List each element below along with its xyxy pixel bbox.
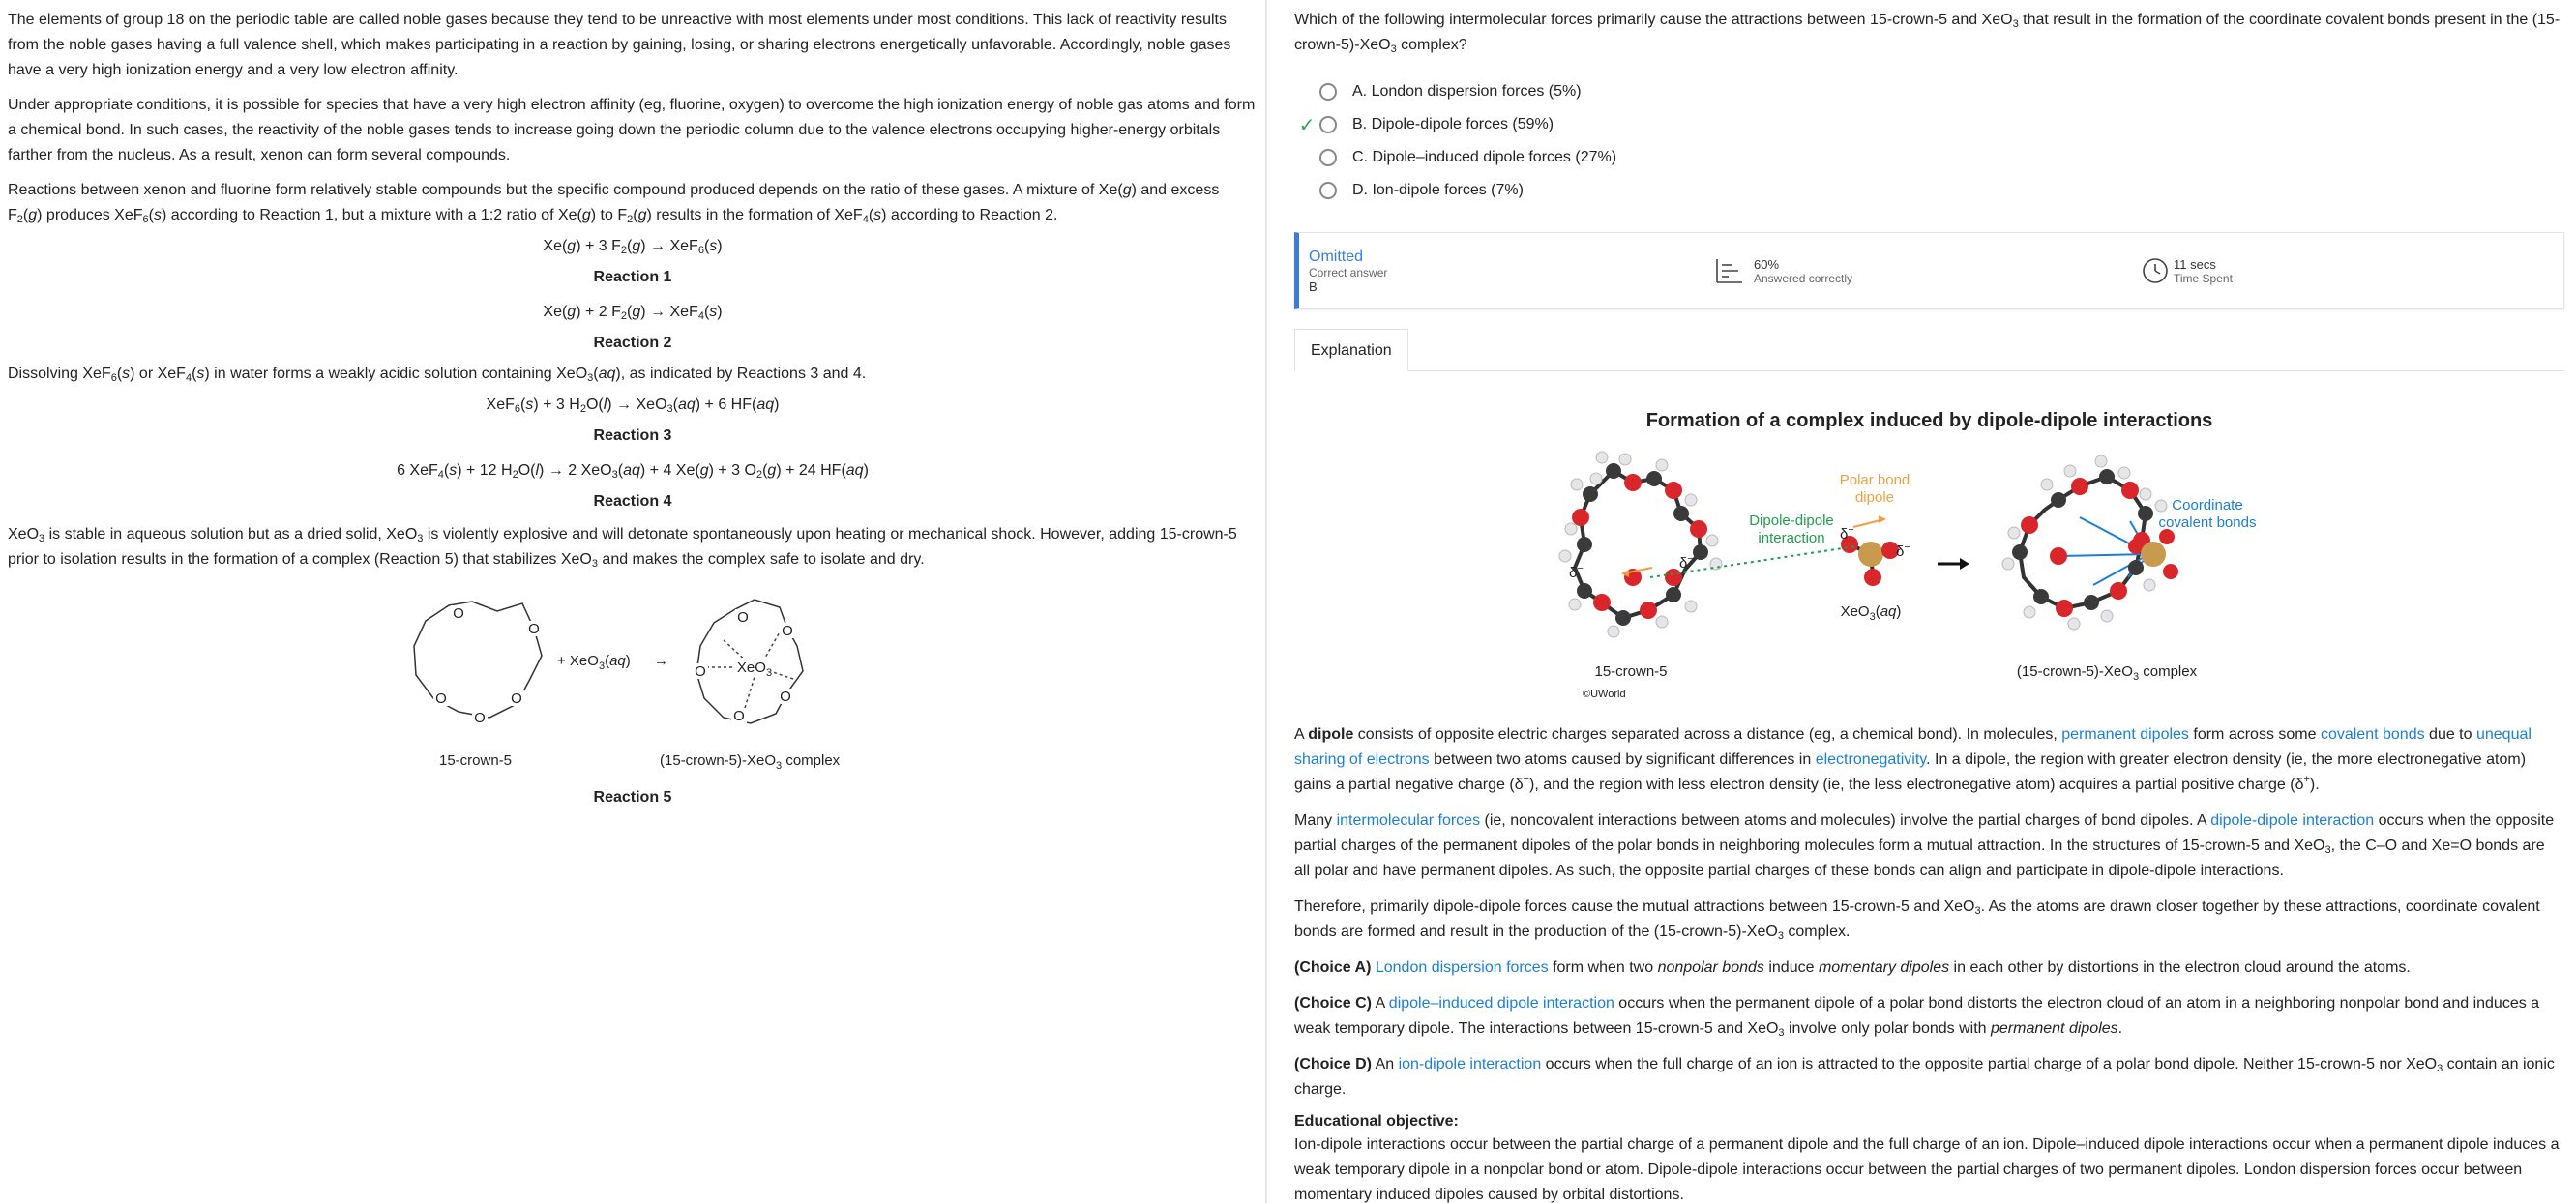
radio-button[interactable] bbox=[1319, 116, 1337, 133]
link-covalent-bonds[interactable]: covalent bonds bbox=[2320, 726, 2425, 743]
reaction-4-equation: 6 XeF$_4$(s) + 12 $H_2O(l) \to 2$ XeO$_3$(aq) + 4 Xe(g) + 3 $O_2(g) + 24$ HF(aq) bbox=[397, 462, 869, 481]
svg-text:O: O bbox=[780, 689, 791, 705]
percent-stat bbox=[1715, 257, 2141, 285]
omitted-stat bbox=[1299, 249, 1715, 294]
reaction-5-figure bbox=[8, 582, 1265, 776]
xeo3-molecule bbox=[1841, 536, 1899, 586]
xeo3-label: XeO$_3$(aq) bbox=[1840, 603, 1902, 623]
copyright-label: ©UWorld bbox=[1583, 689, 1626, 700]
bar-chart-icon bbox=[1715, 257, 1744, 284]
correct-answer-value: B bbox=[1309, 279, 1318, 294]
answer-stats-bar bbox=[1294, 232, 2564, 309]
link-permanent-dipoles[interactable]: permanent dipoles bbox=[2061, 726, 2189, 743]
svg-text:O: O bbox=[528, 621, 540, 637]
svg-text:O: O bbox=[737, 609, 749, 626]
crown-ether-diagram bbox=[8, 582, 1265, 776]
svg-text:O: O bbox=[782, 623, 793, 639]
choice-c-label: C. Dipole–induced dipole forces (27%) bbox=[1352, 149, 1617, 165]
choice-d-label: D. Ion-dipole forces (7%) bbox=[1352, 182, 1524, 198]
svg-text:covalent bonds: covalent bonds bbox=[2158, 514, 2257, 531]
passage-paragraph-1: The elements of group 18 on the periodic table are called noble gases because they tend to be unreactive with most elements under most conditions. This lack of reactivity results from the noble gases having a full valence shell, which makes participating in a reaction by gaining, losing, or sharing electrons energetically unfavorable. Accordingly, noble gases have a very high ionization energy and a very low electron affinity. bbox=[8, 12, 1231, 78]
figure-title: Formation of a complex induced by dipole-dipole interactions bbox=[1645, 410, 2213, 431]
dipole-interaction-illustration bbox=[1294, 432, 2552, 722]
svg-text:→: → bbox=[654, 653, 668, 669]
passage-paragraph-3: Reactions between xenon and fluorine form relatively stable compounds but the specific compound produced depends on the ratio of these gases. A mixture of Xe(g) and excess $F_2(g)$ produces XeF$_6$(s) according to Reaction 1, but a mixture with a 1:2 ratio of Xe(g) to $F_2(g)$ results in the formation of XeF$_4$(s) according to Reaction 2. bbox=[8, 182, 1220, 225]
reaction-2-equation: Xe(g) + 2 $F_2(g) \to XeF_4(s)$ bbox=[543, 304, 723, 322]
status-text: Omitted bbox=[1309, 248, 1364, 265]
oxygen-label: O bbox=[453, 605, 464, 622]
svg-text:O: O bbox=[435, 690, 447, 707]
check-icon: ✓ bbox=[1298, 114, 1316, 136]
reaction-4-label: Reaction 4 bbox=[593, 493, 672, 510]
time-value: 11 secs bbox=[2174, 256, 2216, 272]
choice-b-label: B. Dipole-dipole forces (59%) bbox=[1352, 116, 1554, 132]
crown-ether-molecule bbox=[1559, 452, 1722, 637]
explanation-text bbox=[1294, 722, 2564, 1203]
question-pane bbox=[1267, 0, 2576, 1203]
complex-molecule bbox=[2002, 455, 2178, 630]
crown-label: 15-crown-5 bbox=[1594, 663, 1668, 680]
tab-explanation[interactable]: Explanation bbox=[1294, 329, 1408, 371]
choice-a[interactable] bbox=[1294, 75, 2564, 108]
choice-c[interactable] bbox=[1294, 141, 2564, 174]
passage-pane bbox=[0, 0, 1267, 1203]
link-london-dispersion[interactable]: London dispersion forces bbox=[1375, 959, 1549, 976]
reaction-1-equation: Xe(g) + 3 $F_2(g) \to XeF_6(s)$ bbox=[543, 238, 723, 256]
crown-ether-label: 15-crown-5 bbox=[439, 752, 513, 769]
svg-text:interaction: interaction bbox=[1758, 530, 1825, 546]
link-electronegativity[interactable]: electronegativity bbox=[1815, 751, 1927, 768]
svg-text:O: O bbox=[733, 708, 745, 724]
percent-label: Answered correctly bbox=[1754, 271, 1853, 285]
link-dipole-induced[interactable]: dipole–induced dipole interaction bbox=[1388, 995, 1614, 1012]
svg-text:O: O bbox=[474, 710, 486, 726]
coordinate-bonds-label: Coordinate bbox=[2172, 497, 2243, 513]
educational-objective-title: Educational objective: bbox=[1294, 1113, 1459, 1130]
choice-d[interactable] bbox=[1294, 174, 2564, 207]
radio-button[interactable] bbox=[1319, 83, 1337, 101]
link-intermolecular-forces[interactable]: intermolecular forces bbox=[1336, 812, 1481, 829]
reaction-2-label: Reaction 2 bbox=[593, 335, 672, 351]
link-unequal-sharing[interactable]: unequal sharing of electrons bbox=[1294, 726, 2532, 768]
svg-text:dipole: dipole bbox=[1854, 489, 1895, 506]
complex-label: (15-crown-5)-XeO$_3$ complex bbox=[2016, 663, 2198, 683]
svg-text:δ−: δ− bbox=[1896, 542, 1910, 560]
explanation-choice-c: (Choice C) A dipole–induced dipole interaction occurs when the permanent dipole of a polar bond distorts the electron cloud of an atom in a neighboring nonpolar bond and induces a weak temporary dipole. The interactions between 15-crown-5 and XeO$_3$ involve only polar bonds with permanent dipoles. bbox=[1294, 995, 2540, 1039]
tab-bar bbox=[1294, 329, 2564, 371]
svg-text:δ+: δ+ bbox=[1840, 524, 1854, 543]
question-stem: Which of the following intermolecular forces primarily cause the attractions between 15-crown-5 and XeO$_3$ that result in the formation of the coordinate covalent bonds present in the (15-crown-5)-XeO$_3$ complex? bbox=[1294, 12, 2561, 55]
reaction-5-label: Reaction 5 bbox=[593, 789, 672, 806]
svg-text:δ−: δ− bbox=[1679, 553, 1694, 572]
time-label: Time Spent bbox=[2174, 271, 2233, 285]
explanation-p2: Many intermolecular forces (ie, noncovalent interactions between atoms and molecules) involve the partial charges of bond dipoles. A dipole-dipole interaction occurs when the opposite partial charges of the permanent dipoles of the polar bonds in neighboring molecules form a mutual attraction. In the structures of 15-crown-5 and XeO$_3$, the C–O and Xe=O bonds are all polar and have permanent dipoles. As such, the opposite partial charges of these bonds can align and participate in dipole-dipole interactions. bbox=[1294, 812, 2555, 879]
time-stat bbox=[2141, 256, 2233, 285]
educational-objective-text: Ion-dipole interactions occur between the partial charge of a permanent dipole and the full charge of an ion. Dipole–induced dipole interactions occur when a permanent dipole induces a weak temporary dipole in a nonpolar bond or atom. Dipole-dipole interactions occur between the partial charges of two permanent dipoles. London dispersion forces occur between momentary induced dipoles caused by orbital distortions. bbox=[1294, 1136, 2560, 1203]
percent-value: 60% bbox=[1754, 256, 1780, 272]
correct-answer-label: Correct answer bbox=[1309, 265, 1388, 279]
explanation-p1: A dipole consists of opposite electric charges separated across a distance (eg, a chemical bond). In molecules, permanent dipoles form across some covalent bonds due to unequal sharing of electrons between two atoms caused by significant differences in electronegativity. In a dipole, the region with greater electron density (ie, the more electronegative atom) gains a partial negative charge (δ−), and the region with less electron density (ie, the less electronegative atom) acquires a partial positive charge (δ+). bbox=[1294, 726, 2532, 793]
choice-a-label: A. London dispersion forces (5%) bbox=[1352, 83, 1582, 100]
choice-b[interactable] bbox=[1294, 108, 2564, 141]
explanation-p3: Therefore, primarily dipole-dipole forces cause the mutual attractions between 15-crown-5 and XeO$_3$. As the atoms are drawn closer together by these attractions, coordinate covalent bonds are formed and result in the production of the (15-crown-5)-XeO$_3$ complex. bbox=[1294, 898, 2540, 942]
passage-paragraph-2: Under appropriate conditions, it is possible for species that have a very high electron affinity (eg, fluorine, oxygen) to overcome the high ionization energy of noble gas atoms and form a chemical bond. In such cases, the reactivity of the noble gases tends to increase going down the periodic column due to the valence electrons occupying higher-energy orbitals farther from the nucleus. As a result, xenon can form several compounds. bbox=[8, 97, 1256, 163]
reaction-1-label: Reaction 1 bbox=[593, 269, 672, 285]
link-ion-dipole[interactable]: ion-dipole interaction bbox=[1398, 1056, 1542, 1072]
explanation-choice-a: (Choice A) London dispersion forces form when two nonpolar bonds induce momentary dipoles in each other by distortions in the electron cloud around the atoms. bbox=[1294, 959, 2411, 976]
answer-choices bbox=[1294, 75, 2564, 207]
link-dipole-dipole[interactable]: dipole-dipole interaction bbox=[2210, 812, 2375, 829]
dipole-interaction-label: Dipole-dipole bbox=[1749, 513, 1834, 529]
radio-button[interactable] bbox=[1319, 182, 1337, 199]
explanation-choice-d: (Choice D) An ion-dipole interaction occurs when the full charge of an ion is attracted to the opposite partial charge of a polar bond dipole. Neither 15-crown-5 nor XeO$_3$ contain an ionic charge. bbox=[1294, 1056, 2555, 1098]
reaction-3-label: Reaction 3 bbox=[593, 427, 672, 444]
svg-text:O: O bbox=[511, 690, 522, 707]
svg-text:XeO3: XeO$_3$ bbox=[736, 660, 773, 679]
svg-text:+ XeO3(aq): + XeO$_3$(aq) bbox=[557, 653, 631, 672]
polar-bond-label: Polar bond bbox=[1839, 472, 1910, 488]
clock-icon bbox=[2141, 256, 2170, 285]
svg-text:δ−: δ− bbox=[1569, 563, 1584, 581]
passage-paragraph-4: Dissolving XeF$_6$(s) or XeF$_4$(s) in water forms a weakly acidic solution containing XeO$_3$(aq), as indicated by Reactions 3 and 4. bbox=[8, 366, 867, 384]
svg-text:O: O bbox=[695, 663, 706, 680]
radio-button[interactable] bbox=[1319, 149, 1337, 166]
dipole-figure bbox=[1294, 432, 2552, 722]
reaction-3-equation: XeF$_6$(s) + 3 $H_2O(l) \to XeO_3(aq) + 6$ HF(aq) bbox=[486, 396, 780, 415]
passage-paragraph-5: XeO$_3$ is stable in aqueous solution but as a dried solid, XeO$_3$ is violently explosive and will detonate spontaneously upon heating or mechanical shock. However, adding 15-crown-5 prior to isolation results in the formation of a complex (Reaction 5) that stabilizes XeO$_3$ and makes the complex safe to isolate and dry. bbox=[8, 526, 1237, 570]
complex-label: (15-crown-5)-XeO$_3$ complex bbox=[660, 752, 841, 772]
